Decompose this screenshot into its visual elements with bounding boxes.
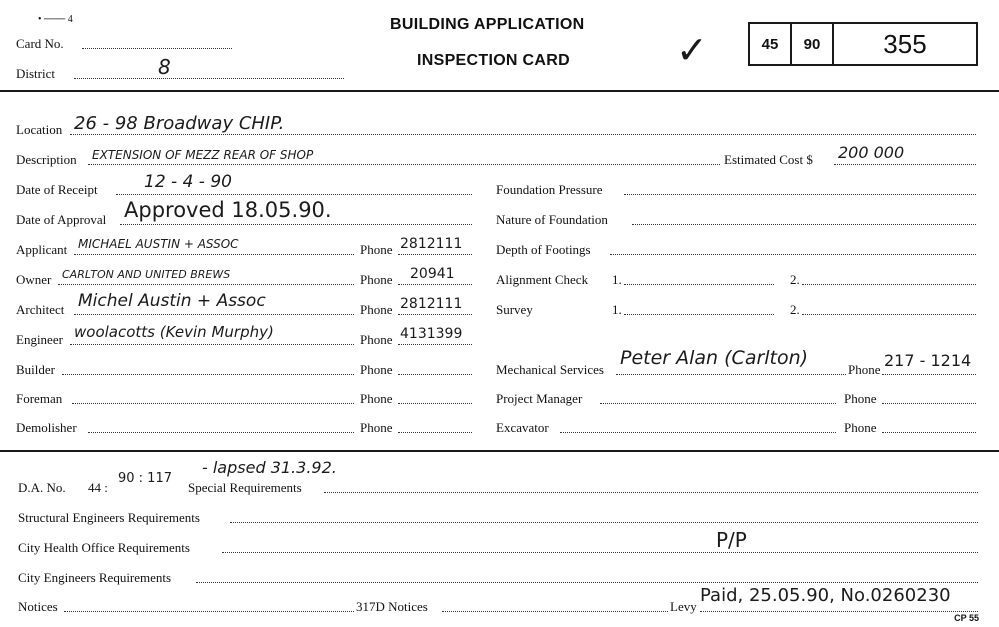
- owner-label: Owner: [16, 272, 52, 287]
- architect-field: [74, 314, 354, 315]
- health-field: [222, 552, 978, 553]
- builder-phone-label: Phone: [360, 362, 393, 377]
- district-label: District: [16, 66, 55, 81]
- depth-footings-label: Depth of Footings: [496, 242, 591, 257]
- title-line2: INSPECTION CARD: [417, 52, 570, 69]
- foreman-field: [72, 403, 354, 404]
- alignment-1-field: [624, 284, 774, 285]
- check-mark-icon: ✓: [676, 28, 708, 72]
- mechanical-label: Mechanical Services: [496, 362, 604, 377]
- owner-phone-value: 20941: [410, 266, 455, 282]
- architect-value: Michel Austin + Assoc: [78, 291, 266, 311]
- alignment-2-field: [802, 284, 976, 285]
- engineer-value: woolacotts (Kevin Murphy): [74, 323, 274, 341]
- mechanical-field: [616, 374, 846, 375]
- da-note: - lapsed 31.3.92.: [202, 458, 337, 477]
- alignment-2-label: 2.: [790, 272, 800, 287]
- title-line1: BUILDING APPLICATION: [390, 16, 585, 33]
- divider-top: [0, 90, 999, 92]
- nature-foundation-field: [632, 224, 976, 225]
- notices-label: Notices: [18, 599, 58, 614]
- card-no-label: Card No.: [16, 36, 64, 51]
- survey-label: Survey: [496, 302, 533, 317]
- foreman-phone-field: [398, 403, 472, 404]
- excavator-field: [560, 432, 836, 433]
- receipt-label: Date of Receipt: [16, 182, 98, 197]
- estimated-cost-value: 200 000: [838, 143, 905, 162]
- survey-2-label: 2.: [790, 302, 800, 317]
- description-label: Description: [16, 152, 77, 167]
- nature-foundation-label: Nature of Foundation: [496, 212, 608, 227]
- foundation-pressure-field: [624, 194, 976, 195]
- card-no-field: [82, 48, 232, 49]
- demolisher-label: Demolisher: [16, 420, 77, 435]
- description-value: EXTENSION OF MEZZ REAR OF SHOP: [92, 148, 314, 162]
- health-label: City Health Office Requirements: [18, 540, 190, 555]
- demolisher-phone-label: Phone: [360, 420, 393, 435]
- levy-value: Paid, 25.05.90, No.0260230: [700, 585, 951, 606]
- owner-value: CARLTON AND UNITED BREWS: [62, 268, 231, 281]
- project-manager-phone-field: [882, 403, 976, 404]
- location-value: 26 - 98 Broadway CHIP.: [74, 113, 285, 134]
- depth-footings-field: [610, 254, 976, 255]
- excavator-phone-label: Phone: [844, 420, 877, 435]
- survey-1-field: [624, 314, 774, 315]
- demolisher-phone-field: [398, 432, 472, 433]
- box-355: 355: [883, 28, 927, 59]
- architect-phone-value: 2812111: [400, 296, 463, 312]
- notices-317d-label: 317D Notices: [356, 599, 428, 614]
- city-eng-label: City Engineers Requirements: [18, 570, 172, 585]
- foreman-label: Foreman: [16, 391, 63, 406]
- engineer-label: Engineer: [16, 332, 63, 347]
- project-manager-phone-label: Phone: [844, 391, 877, 406]
- da-prefix: 44 :: [88, 480, 108, 495]
- mechanical-phone-value: 217 - 1214: [884, 351, 972, 370]
- form-code: CP 55: [954, 613, 979, 623]
- structural-label: Structural Engineers Requirements: [18, 510, 200, 525]
- city-eng-field: [196, 582, 978, 583]
- notices-field: [64, 611, 354, 612]
- receipt-field: [116, 194, 472, 195]
- district-value: 8: [158, 55, 171, 79]
- engineer-phone-label: Phone: [360, 332, 393, 347]
- district-field: [74, 78, 344, 79]
- estimated-cost-label: Estimated Cost $: [724, 152, 813, 167]
- engineer-phone-value: 4131399: [400, 326, 463, 342]
- mechanical-phone-label: Phone: [848, 362, 881, 377]
- demolisher-field: [88, 432, 354, 433]
- location-label: Location: [16, 122, 63, 137]
- owner-phone-label: Phone: [360, 272, 393, 287]
- architect-phone-label: Phone: [360, 302, 393, 317]
- foundation-pressure-label: Foundation Pressure: [496, 182, 603, 197]
- special-field: [324, 492, 978, 493]
- applicant-value: MICHAEL AUSTIN + ASSOC: [78, 237, 239, 251]
- project-manager-field: [600, 403, 836, 404]
- estimated-cost-field: [834, 164, 976, 165]
- builder-label: Builder: [16, 362, 55, 377]
- alignment-1-label: 1.: [612, 272, 622, 287]
- approval-field: [120, 224, 472, 225]
- divider-bottom: [0, 450, 999, 452]
- alignment-label: Alignment Check: [496, 272, 589, 287]
- card-no-mark: • ─── 4: [38, 14, 73, 25]
- receipt-value: 12 - 4 - 90: [144, 172, 232, 192]
- card-number-boxes: [748, 22, 978, 66]
- foreman-phone-label: Phone: [360, 391, 393, 406]
- mechanical-phone-field: [882, 374, 976, 375]
- survey-1-label: 1.: [612, 302, 622, 317]
- architect-label: Architect: [16, 302, 65, 317]
- box-45: 45: [750, 24, 792, 64]
- health-value: P/P: [716, 528, 747, 552]
- builder-field: [62, 374, 354, 375]
- applicant-phone-label: Phone: [360, 242, 393, 257]
- excavator-label: Excavator: [496, 420, 549, 435]
- project-manager-label: Project Manager: [496, 391, 583, 406]
- applicant-label: Applicant: [16, 242, 68, 257]
- da-label: D.A. No.: [18, 480, 66, 495]
- approval-label: Date of Approval: [16, 212, 107, 227]
- box-90: 90: [792, 24, 834, 64]
- builder-phone-field: [398, 374, 472, 375]
- approval-value: Approved 18.05.90.: [124, 198, 332, 222]
- survey-2-field: [802, 314, 976, 315]
- mechanical-value: Peter Alan (Carlton): [620, 347, 809, 369]
- da-value: 90 : 117: [118, 471, 172, 486]
- notices-317d-field: [442, 611, 668, 612]
- special-label: Special Requirements: [188, 480, 302, 495]
- levy-label: Levy: [670, 599, 697, 614]
- structural-field: [230, 522, 978, 523]
- levy-field: [700, 611, 978, 612]
- engineer-field: [70, 344, 354, 345]
- excavator-phone-field: [882, 432, 976, 433]
- applicant-phone-value: 2812111: [400, 236, 463, 252]
